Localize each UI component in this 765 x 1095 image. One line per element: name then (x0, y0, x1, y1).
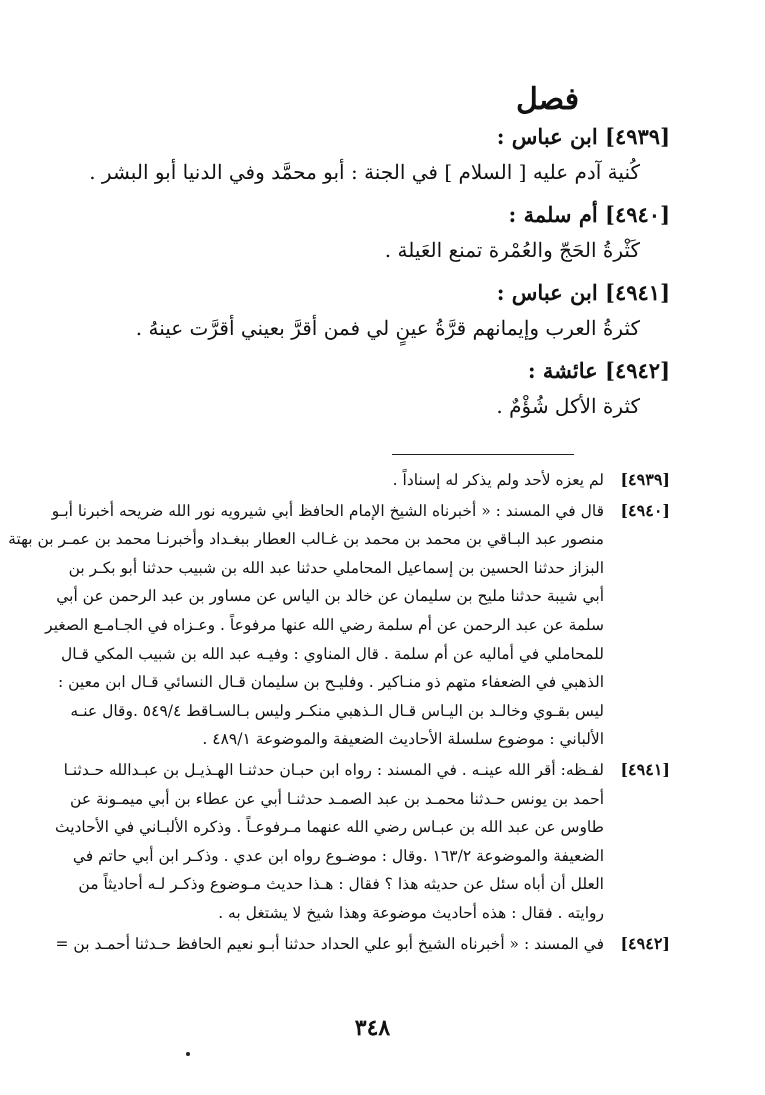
entry-text: كُنية آدم عليه [ السلام ] في الجنة : أبو محمَّد وفي الدنيا أبو البشر . (89, 160, 640, 184)
footnote-line: روايته . فقال : هذه أحاديث موضوعة وهذا شيخ لا يشتغل به . (218, 903, 604, 922)
footnote-line: العلل أن أباه سئل عن حديثه هذا ؟ فقال : هـذا حديث مـوضوع وذكـر لـه أحاديثاً من (78, 875, 604, 894)
footnote-line: طاوس عن عبد الله بن عبـاس رضي الله عنهما مـرفوعـاً . وذكره الألبـاني في الأحاديث (55, 818, 604, 837)
footnote-4941 (45, 756, 670, 928)
footnote-number: [٤٩٤٠] (620, 500, 670, 520)
footnote-line: منصور عبد البـاقي بن محمد بن محمد بن غـالب العطار ببغـداد وأخبرنـا محمد بن عمـر بن بهتة (8, 530, 604, 549)
footnote-line: سلمة عن عبد الرحمن عن أم سلمة رضي الله عنها مرفوعاً . وعـزاه في الجـامـع الصغير (45, 615, 604, 634)
footnote-line: الذهبي في الضعفاء متهم ذو منـاكير . وفليـح بن سليمان قـال النسائي قـال ابن معين : (57, 673, 604, 692)
page-number-text: ٣٤٨ (354, 1015, 391, 1041)
footnote-number: [٤٩٣٩] (620, 470, 670, 489)
footnote-text (45, 466, 604, 495)
entry-narrator: أم سلمة : (508, 202, 598, 227)
entry-text: كثرةُ العرب وإيمانهم قرَّةُ عينٍ لي فمن أقرَّ بعيني أقرَّت عينهُ . (135, 316, 640, 340)
footnote-4940 (8, 497, 670, 754)
footnote-line: الضعيفة والموضوعة ١٦٣/٢ .وقال : موضـوع رواه ابن عدي . وذكـر ابن أبي حاتم في (72, 846, 604, 865)
footnote-number: [٤٩٤١] (620, 759, 670, 779)
footnote-line: لفـظه: أقر الله عينـه . في المسند : رواه ابن حبـان حدثنـا الهـذيـل بن عبـدالله حـدثنـا (63, 760, 604, 779)
footnote-text (45, 756, 604, 928)
entry-header (90, 198, 670, 232)
page-number (0, 1015, 765, 1041)
footnote-text (8, 497, 604, 754)
footnote-number: [٤٩٤٢] (620, 933, 670, 953)
entry-narrator: ابن عباس : (496, 124, 598, 149)
hadith-entry-4940 (90, 198, 670, 268)
footnotes (8, 466, 670, 960)
entry-header (90, 120, 670, 154)
section-title: فصل (515, 82, 580, 117)
footnote-text (45, 930, 604, 959)
footnote-4942 (45, 930, 670, 959)
hadith-entry-4941 (90, 276, 670, 346)
entry-header (90, 354, 670, 388)
entry-number: [٤٩٤٠] (605, 202, 670, 227)
footnote-line: لم يعزه لأحد ولم يذكر له إسناداً . (392, 471, 604, 489)
entry-narrator: عائشة : (527, 358, 598, 383)
hadith-entry-4942 (90, 354, 670, 424)
entry-text: كثرة الأكل شُؤْمٌ . (496, 394, 640, 418)
hadith-entry-4939 (90, 120, 670, 190)
footnote-4939 (45, 466, 670, 495)
footnote-line: أحمد بن يونس حـدثنا محمـد بن عبد الصمـد حدثنـا أبي عن عطاء بن أبي ميمـونة عن (70, 789, 604, 808)
entry-number: [٤٩٤١] (605, 280, 670, 305)
entry-header (90, 276, 670, 310)
footnote-line: ليس بقـوي وخالـد بن اليـاس قـال الـذهبي منكـر وليس بـالسـاقط ٥٤٩/٤ .وقال عنـه (70, 701, 604, 720)
footnote-line: البزاز حدثنا الحسين بن إسماعيل المحاملي حدثنا عبد الله بن شبيب حدثنا أبو بكـر بن (68, 558, 604, 577)
entry-number: [٤٩٣٩] (605, 124, 670, 149)
print-speck (186, 1052, 190, 1056)
footnote-line: للمحاملي في أماليه عن أم سلمة . قال المناوي : وفيـه عبد الله بن شبيب المكي قـال (60, 644, 604, 663)
entry-number: [٤٩٤٢] (605, 358, 670, 383)
entry-text: كَثْرةُ الحَجّ والعُمْرة تمنع العَيلة . (384, 238, 640, 262)
hadith-entries (90, 120, 670, 432)
entry-narrator: ابن عباس : (496, 280, 598, 305)
footnote-line: في المسند : « أخبرناه الشيخ أبو علي الحداد حدثنا أبـو نعيم الحافظ حـدثنا أحمـد بن = (55, 934, 604, 953)
footnote-line: قال في المسند : « أخبرناه الشيخ الإمام الحافظ أبي شيرويه نور الله ضريحه أخبرنا أبـو (51, 501, 604, 520)
footnote-divider (392, 454, 574, 455)
footnote-line: أبي شيبة حدثنا مليح بن سليمان عن خالد بن الياس عن مساور بن عبد الرحمن عن أبي (56, 587, 604, 606)
footnote-line: الألباني : موضوع سلسلة الأحاديث الضعيفة والموضوعة ٤٨٩/١ . (202, 730, 604, 749)
